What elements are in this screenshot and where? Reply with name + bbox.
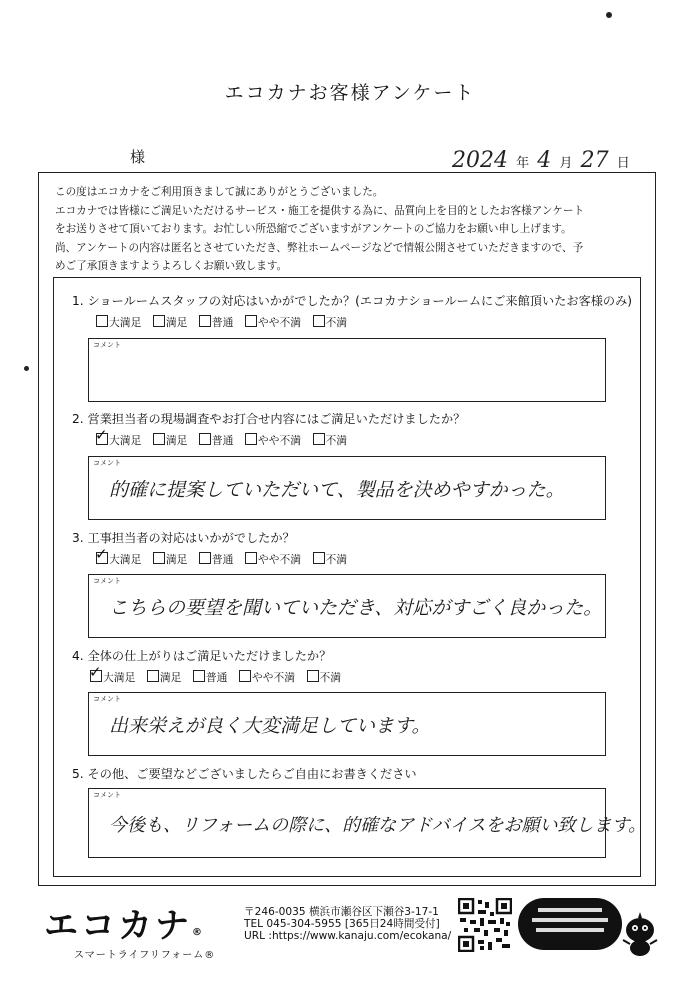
question-4: 4. 全体の仕上がりはご満足いただけましたか？ — [72, 649, 332, 663]
comment-box-5[interactable] — [88, 788, 647, 858]
comment-box-4[interactable] — [88, 692, 606, 756]
brand-tagline: スマートライフリフォーム® — [74, 950, 216, 961]
question-4-options — [89, 663, 349, 685]
check-mark-icon: ✓ — [95, 426, 108, 444]
option-very-satisfied[interactable]: ✓ 大満足 — [95, 426, 142, 447]
date-year: 2024 — [452, 148, 508, 173]
comment-label: コメント — [93, 459, 121, 467]
option-very-satisfied[interactable]: ✓ 大満足 — [95, 545, 142, 566]
question-3: 3. 工事担当者の対応はいかがでしたか？ — [72, 531, 295, 545]
checkbox[interactable] — [147, 670, 159, 682]
brand-name: エコカナ — [44, 906, 192, 946]
check-mark-icon: ✓ — [95, 545, 108, 563]
checkbox-checked[interactable] — [95, 545, 108, 564]
company-address — [244, 906, 451, 942]
option-neutral[interactable]: 普通 — [199, 315, 234, 330]
checkbox-checked[interactable] — [89, 663, 102, 682]
date-month: 4 — [537, 148, 552, 173]
option-very-satisfied[interactable]: 大満足 — [96, 315, 141, 330]
checkbox[interactable] — [153, 315, 165, 327]
footer — [0, 886, 700, 990]
option-satisfied[interactable]: 満足 — [147, 670, 182, 685]
date-year-unit: 年 — [516, 156, 530, 171]
comment-box-2[interactable] — [88, 456, 606, 520]
checkbox[interactable] — [199, 315, 211, 327]
checkbox[interactable] — [313, 433, 325, 445]
question-2: 2. 営業担当者の現場調査やお打合せ内容にはご満足いただけましたか？ — [72, 412, 466, 426]
option-very-satisfied[interactable]: ✓ 大満足 — [89, 663, 136, 684]
check-mark-icon: ✓ — [89, 663, 102, 681]
option-somewhat-dissatisfied[interactable]: やや不満 — [245, 552, 301, 567]
question-3-options — [95, 545, 355, 567]
intro-line: エコカナでは皆様にご満足いただけるサービス・施工を提供する為に、品質向上を目的としたお客様アンケート — [55, 204, 585, 217]
checkbox[interactable] — [245, 433, 257, 445]
speech-bubble — [518, 898, 622, 950]
date-month-unit: 月 — [559, 156, 573, 171]
checkbox[interactable] — [307, 670, 319, 682]
intro-line: この度はエコカナをご利用頂きまして誠にありがとうございました。 — [55, 186, 384, 198]
checkbox-checked[interactable] — [95, 426, 108, 445]
option-neutral[interactable]: 普通 — [199, 433, 234, 448]
comment-text: 今後も、リフォームの際に、的確なアドバイスをお願い致します。 — [109, 815, 647, 836]
intro-line: めご了承頂きますようよろしくお願い致します。 — [55, 260, 288, 272]
comment-text: こちらの要望を聞いていただき、対応がすごく良かった。 — [109, 597, 603, 619]
option-neutral[interactable]: 普通 — [193, 670, 228, 685]
survey-date — [452, 148, 634, 173]
comment-box-1[interactable] — [88, 338, 606, 402]
checkbox[interactable] — [313, 315, 325, 327]
comment-label: コメント — [93, 791, 121, 799]
option-neutral[interactable]: 普通 — [199, 552, 234, 567]
qr-code-icon — [458, 898, 512, 952]
mascot-icon — [622, 910, 658, 958]
date-day: 27 — [580, 148, 609, 173]
comment-label: コメント — [93, 695, 121, 703]
checkbox[interactable] — [199, 433, 211, 445]
survey-frame — [38, 172, 656, 886]
option-somewhat-dissatisfied[interactable]: やや不満 — [245, 315, 301, 330]
page-title: エコカナお客様アンケート — [224, 82, 476, 104]
website-url[interactable]: URL :https://www.kanaju.com/ecokana/ — [244, 930, 452, 942]
checkbox[interactable] — [193, 670, 205, 682]
option-satisfied[interactable]: 満足 — [153, 315, 188, 330]
date-day-unit: 日 — [616, 156, 630, 171]
checkbox[interactable] — [96, 315, 108, 327]
comment-box-3[interactable] — [88, 574, 606, 638]
comment-label: コメント — [93, 577, 121, 585]
customer-name-honorific: 様 — [130, 148, 146, 166]
comment-text: 的確に提案していただいて、製品を決めやすかった。 — [109, 479, 565, 501]
bubble-text-illegible — [528, 906, 612, 940]
checkbox[interactable] — [245, 315, 257, 327]
checkbox[interactable] — [199, 552, 211, 564]
checkbox[interactable] — [239, 670, 251, 682]
option-dissatisfied[interactable]: 不満 — [313, 315, 348, 330]
checkbox[interactable] — [245, 552, 257, 564]
option-satisfied[interactable]: 満足 — [153, 433, 188, 448]
intro-line: 尚、アンケートの内容は匿名とさせていただき、弊社ホームページなどで情報公開させていただきますので、予 — [55, 241, 584, 254]
checkbox[interactable] — [153, 433, 165, 445]
checkbox[interactable] — [153, 552, 165, 564]
postal-address: 〒246-0035 横浜市瀬谷区下瀬谷3-17-1 — [244, 906, 439, 918]
question-1-options — [96, 315, 355, 330]
brand-logo — [44, 898, 202, 947]
option-somewhat-dissatisfied[interactable]: やや不満 — [245, 433, 301, 448]
option-somewhat-dissatisfied[interactable]: やや不満 — [239, 670, 295, 685]
punch-hole — [24, 366, 29, 371]
option-dissatisfied[interactable]: 不満 — [307, 670, 342, 685]
intro-text — [55, 183, 645, 276]
option-satisfied[interactable]: 満足 — [153, 552, 188, 567]
comment-text: 出来栄えが良く大変満足しています。 — [109, 715, 431, 737]
checkbox[interactable] — [313, 552, 325, 564]
option-dissatisfied[interactable]: 不満 — [313, 433, 348, 448]
phone-number: TEL 045-304-5955 [365日24時間受付] — [244, 918, 440, 930]
punch-hole — [606, 12, 612, 18]
question-5: 5. その他、ご要望などございましたらご自由にお書きください — [72, 767, 417, 781]
option-dissatisfied[interactable]: 不満 — [313, 552, 348, 567]
question-1: 1. ショールームスタッフの対応はいかがでしたか？(エコカナショールームにご来館頂いたお客様のみ) — [72, 294, 633, 308]
intro-line: をお送りさせて頂いております。お忙しい所恐縮でございますがアンケートのご協力をお願い申し上げます。 — [55, 223, 572, 235]
question-2-options — [95, 426, 355, 448]
brand-registered-mark: ® — [192, 927, 202, 938]
comment-label: コメント — [93, 341, 121, 349]
questions-box — [53, 277, 647, 877]
